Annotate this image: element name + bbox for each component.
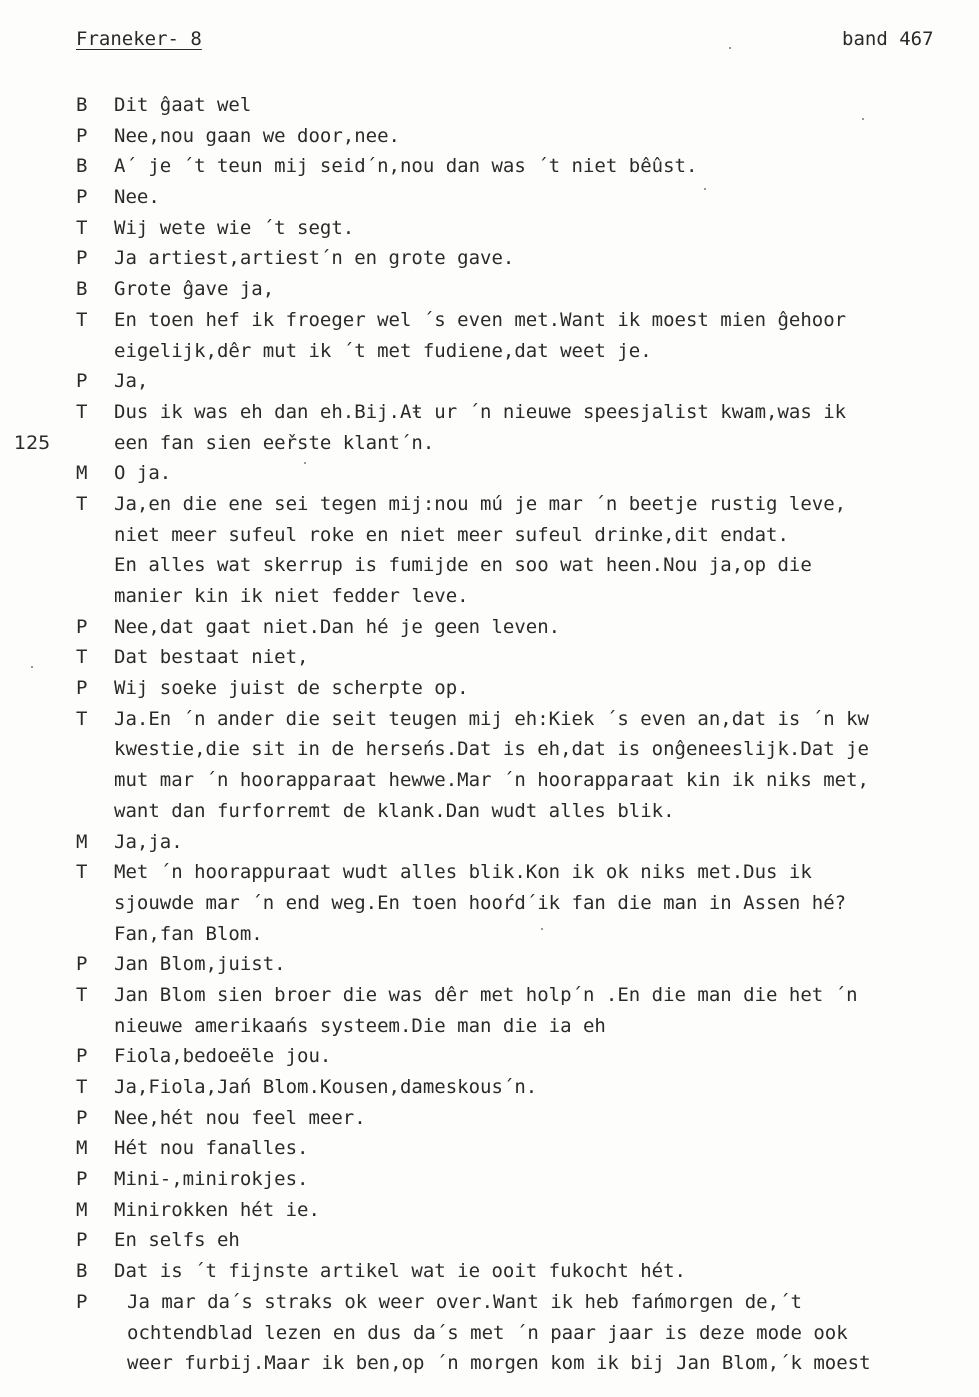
speaker-code: T <box>76 400 88 423</box>
utterance-text: kwestie,die sit in de herseńs.Dat is eh,dat is onĝeneeslijk.Dat je <box>114 738 869 761</box>
speaker-code: T <box>76 492 88 515</box>
utterance-text: Dat bestaat niet, <box>114 646 309 669</box>
transcript-line <box>0 397 979 428</box>
transcript-line <box>0 458 979 489</box>
speaker-code: T <box>76 707 88 730</box>
transcript-line <box>0 704 979 735</box>
utterance-text: Fan,fan Blom. <box>114 922 263 945</box>
transcript-line <box>0 796 979 827</box>
transcript-line <box>0 612 979 643</box>
speaker-code: B <box>76 1260 88 1283</box>
transcript-line <box>0 1072 979 1103</box>
utterance-text: A΄ je ΄t teun mij seid΄n,nou dan was ΄t niet bêûst. <box>114 155 698 178</box>
speaker-code: T <box>76 1076 88 1098</box>
utterance-text: Nee,hét nou feel meer. <box>114 1106 366 1129</box>
transcript-line <box>0 827 979 858</box>
utterance-text: En alles wat skerrup is fumijde en soo wat heen.Nou ja,op die <box>114 554 812 577</box>
transcript-line <box>0 1133 979 1164</box>
speaker-code: T <box>76 861 88 884</box>
speaker-code: M <box>76 462 88 485</box>
speck <box>729 47 731 49</box>
utterance-text: Hét nou fanalles. <box>114 1137 309 1160</box>
speck <box>862 118 864 120</box>
utterance-text: Dit ĝaat wel <box>114 94 252 116</box>
transcript-line <box>0 90 979 121</box>
speaker-code: P <box>76 247 88 270</box>
speaker-code: P <box>76 1168 88 1191</box>
speaker-code: T <box>76 308 88 331</box>
utterance-text: En toen hef ik froeger wel ΄s even met.Want ik moest mien ĝehoor <box>114 308 847 331</box>
transcript-line <box>0 520 979 551</box>
utterance-text: Nee. <box>114 186 160 209</box>
speaker-code: P <box>76 1229 88 1252</box>
utterance-text: Dus ik was eh dan eh.Bij.Aŧ ur ΄n nieuwe speesjalist kwam,was ik <box>114 400 847 423</box>
transcript-line <box>0 489 979 520</box>
speaker-code: B <box>76 94 88 116</box>
transcript-line <box>0 765 979 796</box>
speaker-code: M <box>76 830 88 853</box>
speck <box>704 188 706 190</box>
utterance-text: Mini-,minirokjes. <box>114 1168 309 1191</box>
transcript-line <box>0 182 979 213</box>
margin-line-number: 125 <box>14 431 51 454</box>
transcript-line <box>0 336 979 367</box>
speaker-code: T <box>76 216 88 239</box>
speaker-code: P <box>76 677 88 700</box>
transcript-line <box>0 734 979 765</box>
utterance-text: Ja,ja. <box>114 830 183 853</box>
utterance-text: Jan Blom sien broer die was dêr met holp΄n .En die man die het ΄n <box>114 983 858 1006</box>
transcript-line <box>0 366 979 397</box>
utterance-text: Ja,en die ene sei tegen mij:nou mú je mar ΄n beetje rustig leve, <box>114 492 847 515</box>
speaker-code: B <box>76 278 88 301</box>
transcript-line <box>0 1225 979 1256</box>
transcript-line <box>0 673 979 704</box>
transcript-line <box>0 1256 979 1287</box>
utterance-text: Nee,nou gaan we door,nee. <box>114 124 400 147</box>
speaker-code: P <box>76 370 88 393</box>
utterance-text: niet meer sufeul roke en niet meer sufeul drinke,dit endat. <box>114 523 789 546</box>
utterance-text: Ja,Fiola,Jań Blom.Kousen,dameskous΄n. <box>114 1076 538 1098</box>
speaker-code: M <box>76 1137 88 1160</box>
speaker-code: P <box>76 953 88 976</box>
transcript-line <box>0 949 979 980</box>
utterance-text: Wij wete wie ΄t segt. <box>114 216 355 239</box>
utterance-text: Ja, <box>114 370 149 393</box>
transcript-line <box>0 1348 979 1379</box>
utterance-text: O ja. <box>114 462 172 485</box>
utterance-text: Fiola,bedoeële jou. <box>114 1045 332 1068</box>
transcript-line <box>0 919 979 950</box>
speaker-code: M <box>76 1198 88 1221</box>
utterance-text: Nee,dat gaat niet.Dan hé je geen leven. <box>114 615 561 638</box>
page-header-tape-number: band 467 <box>842 28 934 50</box>
utterance-text: een fan sien eeřste klant΄n. <box>114 431 435 454</box>
speaker-code: T <box>76 983 88 1006</box>
speaker-code: P <box>76 615 88 638</box>
utterance-text: Ja mar da΄s straks ok weer over.Want ik heb fańmorgen de,΄t <box>127 1290 802 1313</box>
transcript-line <box>0 980 979 1011</box>
transcript-line <box>0 428 979 459</box>
transcript-line <box>0 1287 979 1318</box>
utterance-text: En selfs eh <box>114 1229 240 1252</box>
transcript-line <box>0 1318 979 1349</box>
transcript-line <box>0 857 979 888</box>
speaker-code: P <box>76 1045 88 1068</box>
transcript-line <box>0 888 979 919</box>
utterance-text: ochtendblad lezen en dus da΄s met ΄n paar jaar is deze mode ook <box>127 1321 848 1344</box>
transcript-line <box>0 274 979 305</box>
utterance-text: nieuwe amerikaańs systeem.Die man die ia eh <box>114 1014 606 1037</box>
utterance-text: Jan Blom,juist. <box>114 953 286 976</box>
speck <box>31 666 33 668</box>
page-header-location: Franeker- 8 <box>76 28 202 50</box>
utterance-text: Ja artiest,artiest΄n en grote gave. <box>114 247 515 270</box>
speaker-code: P <box>76 186 88 209</box>
transcript-line <box>0 213 979 244</box>
transcript-line <box>0 642 979 673</box>
utterance-text: Dat is ΄t fijnste artikel wat ie ooit fukocht hét. <box>114 1260 686 1283</box>
utterance-text: Minirokken hét ie. <box>114 1198 320 1221</box>
utterance-text: want dan furforremt de klank.Dan wudt alles blik. <box>114 799 675 822</box>
transcript-line <box>0 305 979 336</box>
speck <box>541 928 543 930</box>
transcript-line <box>0 1164 979 1195</box>
speck <box>304 462 306 464</box>
transcript-line <box>0 1103 979 1134</box>
transcript-line <box>0 1011 979 1042</box>
transcript-line <box>0 1041 979 1072</box>
transcript-line <box>0 550 979 581</box>
utterance-text: weer furbij.Maar ik ben,op ΄n morgen kom ik bij Jan Blom,΄k moest <box>127 1352 871 1375</box>
speaker-code: B <box>76 155 88 178</box>
transcript-line <box>0 1195 979 1226</box>
utterance-text: Grote ĝave ja, <box>114 278 275 301</box>
utterance-text: Wij soeke juist de scherpte op. <box>114 677 469 700</box>
transcript-body <box>0 90 979 1379</box>
speaker-code: P <box>76 1106 88 1129</box>
transcript-line <box>0 121 979 152</box>
speaker-code: T <box>76 646 88 669</box>
utterance-text: Ja.En ΄n ander die seit teugen mij eh:Kiek ΄s even an,dat is ΄n kw <box>114 707 869 730</box>
utterance-text: mut mar ΄n hoorapparaat hewwe.Mar ΄n hoorapparaat kin ik niks met, <box>114 769 869 792</box>
speaker-code: P <box>76 1290 88 1313</box>
transcript-line <box>0 151 979 182</box>
utterance-text: sjouwde mar ΄n end weg.En toen hooŕd΄ik fan die man in Assen hé? <box>114 891 847 914</box>
utterance-text: eigelijk,dêr mut ik ΄t met fudiene,dat weet je. <box>114 339 652 362</box>
utterance-text: manier kin ik niet fedder leve. <box>114 585 469 607</box>
transcript-line <box>0 243 979 274</box>
speaker-code: P <box>76 124 88 147</box>
utterance-text: Met ΄n hoorappuraat wudt alles blik.Kon ik ok niks met.Dus ik <box>114 861 812 884</box>
transcript-line <box>0 581 979 612</box>
